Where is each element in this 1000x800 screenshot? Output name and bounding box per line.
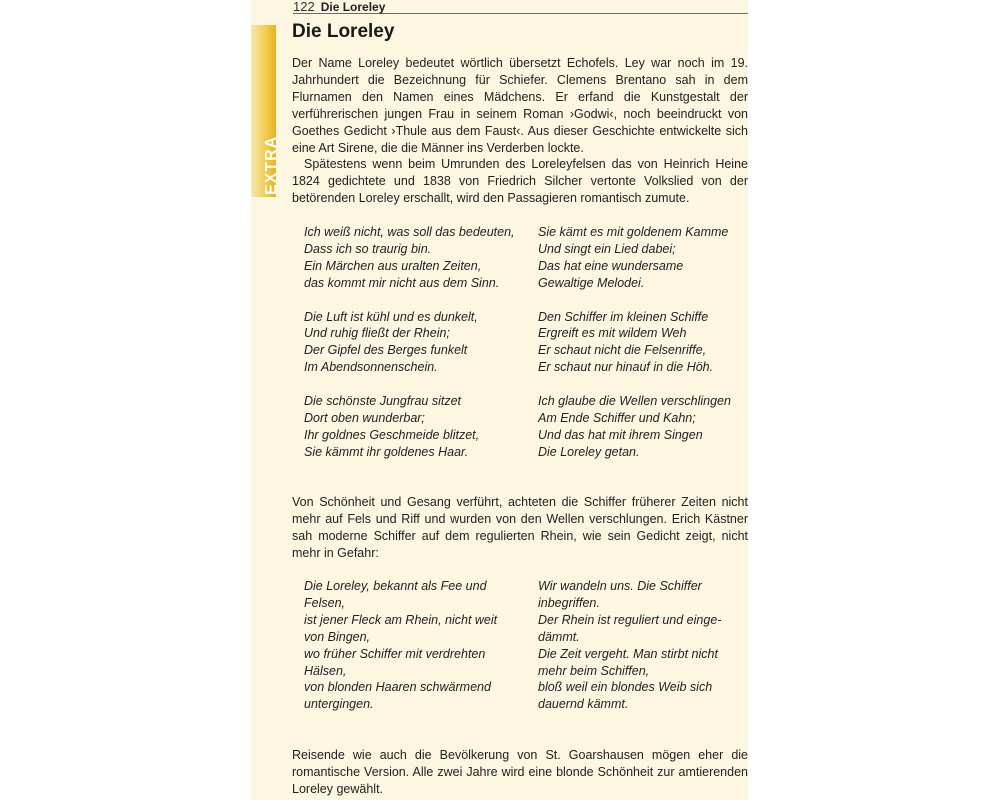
extra-tab-label: EXTRA <box>263 135 280 195</box>
stanza-break <box>304 292 532 309</box>
poem-line: Wir wandeln uns. Die Schiffer <box>538 579 702 593</box>
poem-line: untergingen. <box>304 697 374 712</box>
poem-line: Hälsen, <box>304 663 347 678</box>
poem-line: Sie kämmt ihr goldenes Haar. <box>304 444 469 459</box>
running-head <box>293 0 748 14</box>
poem-line: Ein Märchen aus uralten Zeiten, <box>304 258 482 273</box>
poem-line: Den Schiffer im kleinen Schiffe <box>538 309 709 324</box>
extra-side-tab <box>251 25 280 197</box>
poem-line: Er schaut nicht die Felsenriffe, <box>538 343 707 358</box>
poem-line: inbegriffen. <box>538 595 600 610</box>
heine-intro-paragraph: Spätestens wenn beim Umrunden des Loreleyfelsen das von Heinrich Heine 1824 gedichtete und 1838 von Friedrich Silcher vertonte Volkslied von der betörenden Loreley erschallt, wird den Passagieren romantisch zumute. <box>292 157 748 205</box>
book-page <box>251 0 748 800</box>
poem-line: dauernd kämmt. <box>538 697 629 712</box>
poem-line: Und singt ein Lied dabei; <box>538 241 676 256</box>
running-head-title: Die Loreley <box>320 0 386 14</box>
article-title: Die Loreley <box>292 21 395 42</box>
stanza-break <box>538 376 748 393</box>
poem-line: Die Luft ist kühl und es dunkelt, <box>304 309 478 324</box>
poem-line: Der Rhein ist reguliert und einge- <box>538 612 722 627</box>
poem-line: Und das hat mit ihrem Singen <box>538 427 703 442</box>
closing-paragraph: Reisende wie auch die Bevölkerung von St. Goarshausen mögen eher die romantische Version. Alle zwei Jahre wird eine blonde Schönheit zur amtierenden Loreley gewählt. <box>292 748 748 796</box>
poem-line: Ich glaube die Wellen verschlingen <box>538 394 731 409</box>
poem-line: Und ruhig fließt der Rhein; <box>304 326 450 341</box>
poem-line: ist jener Fleck am Rhein, nicht weit <box>304 612 498 627</box>
poem-line: Ergreift es mit wildem Weh <box>538 326 687 341</box>
kaestner-poem-left-column <box>304 578 532 713</box>
stanza-break <box>304 376 532 393</box>
poem-line: Dass ich so traurig bin. <box>304 241 432 256</box>
poem-line: Im Abendsonnenschein. <box>304 360 438 375</box>
kaestner-intro-paragraph: Von Schönheit und Gesang verführt, achteten die Schiffer früherer Zeiten nicht mehr auf Fels und Riff und wurden von den Wellen verschlungen. Erich Kästner sah moderne Schiffer auf dem regulierten Rhein, wie sein Gedicht zeigt, nicht mehr in Gefahr: <box>292 495 748 560</box>
poem-line: bloß weil ein blondes Weib sich <box>538 680 713 695</box>
page-number: 122 <box>293 0 315 14</box>
stanza-break <box>538 292 748 309</box>
poem-line: Die schönste Jungfrau sitzet <box>304 394 462 409</box>
poem-line: Die Loreley getan. <box>538 444 640 459</box>
poem-line: Sie kämt es mit goldenem Kamme <box>538 225 729 239</box>
poem-line: Er schaut nur hinauf in die Höh. <box>538 360 714 375</box>
poem-line: von blonden Haaren schwärmend <box>304 680 491 695</box>
poem-line: Ihr goldnes Geschmeide blitzet, <box>304 427 480 442</box>
poem-line: mehr beim Schiffen, <box>538 663 650 678</box>
poem-line: Die Zeit vergeht. Man stirbt nicht <box>538 646 718 661</box>
poem-line: Gewaltige Melodei. <box>538 275 645 290</box>
poem-line: Am Ende Schiffer und Kahn; <box>538 410 696 425</box>
poem-line: Das hat eine wundersame <box>538 258 684 273</box>
poem-line: von Bingen, <box>304 629 371 644</box>
poem-line: Der Gipfel des Berges funkelt <box>304 343 468 358</box>
poem-line: das kommt mir nicht aus dem Sinn. <box>304 275 500 290</box>
poem-line: Felsen, <box>304 595 345 610</box>
poem-line: Ich weiß nicht, was soll das bedeuten, <box>304 225 515 239</box>
kaestner-poem-right-column <box>538 578 748 713</box>
heine-poem-left-column <box>304 224 532 461</box>
poem-line: Die Loreley, bekannt als Fee und <box>304 579 487 593</box>
heine-poem-right-column <box>538 224 748 461</box>
poem-line: wo früher Schiffer mit verdrehten <box>304 646 486 661</box>
intro-paragraph: Der Name Loreley bedeutet wörtlich übersetzt Echofels. Ley war noch im 19. Jahrhundert die Bezeichnung für Schiefer. Clemens Brentano sah in dem Flurnamen den Namen eines Mädchens. Er erfand die Kunstgestalt der verführerischen jungen Frau in seinem Roman ›Godwi‹, noch beeindruckt von Goethes Gedicht ›Thule aus dem Faust‹. Aus dieser Geschichte entwickelte sich eine Art Sirene, die die Männer ins Verderben lockte. <box>292 56 748 155</box>
poem-line: Dort oben wunderbar; <box>304 410 425 425</box>
poem-line: dämmt. <box>538 629 580 644</box>
